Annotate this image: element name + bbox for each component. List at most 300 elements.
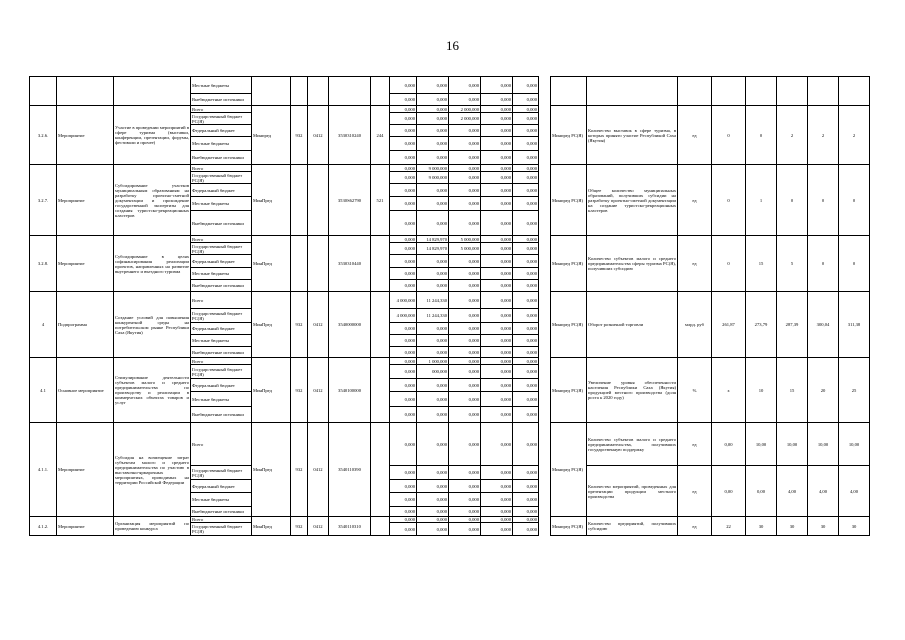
funding-source-cell: Местные бюджеты xyxy=(191,137,252,151)
amount-cell: 0,000 xyxy=(481,323,513,335)
target-article-cell xyxy=(329,77,371,106)
funding-source-cell: Федеральный бюджет xyxy=(191,480,252,493)
funding-source-cell: Внебюджетные источники xyxy=(191,211,252,236)
spacer-cell xyxy=(539,358,551,365)
amount-cell: 0,000 xyxy=(390,423,417,466)
amount-cell: 0,000 xyxy=(417,347,449,358)
amount-cell: 0,000 xyxy=(513,125,539,137)
ministry-code-cell xyxy=(291,165,308,236)
amount-cell: 0,000 xyxy=(449,335,481,347)
indicator-value-cell: 25 xyxy=(839,358,870,423)
spacer-cell xyxy=(539,466,551,480)
spacer-cell xyxy=(539,243,551,255)
amount-cell: 11 244,330 xyxy=(417,292,449,309)
indicator-value-cell: 4,00 xyxy=(808,466,839,517)
target-article-cell: 3540110310 xyxy=(329,517,371,536)
amount-cell: 0,000 xyxy=(449,507,481,517)
amount-cell: 0,000 xyxy=(481,172,513,184)
amount-cell: 0,000 xyxy=(449,184,481,197)
item-number-cell: 3.2.7. xyxy=(30,165,57,236)
unit-cell: ед xyxy=(678,165,712,236)
spacer-cell xyxy=(539,255,551,268)
indicator-value-cell: 0 xyxy=(808,165,839,236)
responsible-cell: Минпред РС(Я) xyxy=(551,106,587,165)
funding-source-cell: Внебюджетные источники xyxy=(191,280,252,292)
item-type-cell: Основное мероприятие xyxy=(57,358,114,423)
section-code-cell: 0412 xyxy=(308,517,329,536)
amount-cell: 0,000 xyxy=(417,493,449,507)
indicator-value-cell: 5 xyxy=(777,236,808,292)
amount-cell: 0,000 xyxy=(417,480,449,493)
indicator-value-cell: 0,00 xyxy=(746,466,777,517)
amount-cell: 0,000 xyxy=(449,137,481,151)
indicator-cell: Количество субъектов малого и среднего предпринимательства, получивших государственную поддержку xyxy=(587,423,678,466)
spacer-cell xyxy=(539,292,551,309)
amount-cell: 0,000 xyxy=(513,379,539,392)
indicator-cell: Увеличение уровня обеспеченности населения Республики Саха (Якутия) продукцией местного производства (доля роста к 2020 году) xyxy=(587,358,678,423)
target-article-cell: 3530S62790 xyxy=(329,165,371,236)
expense-type-cell xyxy=(371,292,390,358)
amount-cell: 0,000 xyxy=(513,493,539,507)
ministry-code-cell: 932 xyxy=(291,106,308,165)
amount-cell: 0,000 xyxy=(390,335,417,347)
responsible-cell: Минпред РС(Я) xyxy=(551,236,587,292)
expense-type-cell xyxy=(371,423,390,517)
spacer-cell xyxy=(539,211,551,236)
amount-cell: 0,000 xyxy=(481,480,513,493)
amount-cell: 0,000 xyxy=(417,523,449,536)
table-row xyxy=(30,423,870,466)
ministry-code-cell: 932 xyxy=(291,292,308,358)
amount-cell: 0,000 xyxy=(481,392,513,407)
amount-cell: 1 000,000 xyxy=(417,358,449,365)
indicator-value-cell: 4,00 xyxy=(777,466,808,517)
amount-cell: 0,000 xyxy=(417,255,449,268)
funding-source-cell: Государственный бюджет РС(Я) xyxy=(191,172,252,184)
expense-type-cell xyxy=(371,517,390,536)
ministry-code-cell xyxy=(291,236,308,292)
amount-cell: 000,000 xyxy=(417,365,449,379)
item-name-cell: Участие в проведении мероприятий в сфере туризма (выставки, конференции, презентации, форумы, фестивали и прочее) xyxy=(114,106,191,165)
page-number: 16 xyxy=(446,38,459,53)
amount-cell: 0,000 xyxy=(513,137,539,151)
amount-cell: 0,000 xyxy=(390,184,417,197)
amount-cell: 0,000 xyxy=(417,94,449,106)
indicator-value-cell: 2 xyxy=(808,106,839,165)
funding-source-cell: Внебюджетные источники xyxy=(191,507,252,517)
spacer-cell xyxy=(539,280,551,292)
amount-cell: 0,000 xyxy=(513,347,539,358)
amount-cell: 0,000 xyxy=(449,517,481,523)
indicator-value-cell: 2 xyxy=(839,106,870,165)
amount-cell: 0,000 xyxy=(417,268,449,280)
amount-cell: 0,000 xyxy=(481,77,513,94)
amount-cell: 0,000 xyxy=(481,423,513,466)
amount-cell: 0,000 xyxy=(449,151,481,165)
amount-cell: 0,000 xyxy=(513,292,539,309)
executor-cell: МинПред xyxy=(252,165,291,236)
amount-cell: 0,000 xyxy=(449,211,481,236)
spacer-cell xyxy=(539,268,551,280)
indicator-cell xyxy=(587,77,678,106)
amount-cell: 9 000,000 xyxy=(417,165,449,172)
table-row xyxy=(30,358,870,365)
amount-cell: 0,000 xyxy=(390,113,417,125)
ministry-code-cell: 932 xyxy=(291,423,308,517)
spacer-cell xyxy=(539,165,551,172)
amount-cell: 0,000 xyxy=(417,507,449,517)
indicator-value-cell: 15 xyxy=(746,236,777,292)
amount-cell: 0,000 xyxy=(513,358,539,365)
executor-cell: МинПред xyxy=(252,358,291,423)
expense-type-cell: 521 xyxy=(371,165,390,236)
item-number-cell: 4 xyxy=(30,292,57,358)
funding-source-cell: Федеральный бюджет xyxy=(191,379,252,392)
spacer-cell xyxy=(539,392,551,407)
amount-cell: 2 000,000 xyxy=(449,106,481,113)
amount-cell: 14 829,970 xyxy=(417,243,449,255)
amount-cell: 0,000 xyxy=(390,125,417,137)
amount-cell: 0,000 xyxy=(417,197,449,211)
amount-cell: 0,000 xyxy=(390,392,417,407)
amount-cell: 0,000 xyxy=(513,211,539,236)
spacer-cell xyxy=(539,172,551,184)
item-number-cell: 4.1.2. xyxy=(30,517,57,536)
spacer-cell xyxy=(539,94,551,106)
amount-cell: 0,000 xyxy=(449,466,481,480)
amount-cell: 0,000 xyxy=(481,113,513,125)
indicator-value-cell: 0 xyxy=(808,236,839,292)
spacer-cell xyxy=(539,137,551,151)
amount-cell: 0,000 xyxy=(449,365,481,379)
amount-cell: 0,000 xyxy=(513,507,539,517)
item-type-cell: Мероприятие xyxy=(57,236,114,292)
indicator-value-cell: 0 xyxy=(712,106,746,165)
amount-cell: 0,000 xyxy=(390,243,417,255)
amount-cell: 0,000 xyxy=(513,77,539,94)
indicator-value-cell: 15 xyxy=(777,358,808,423)
item-type-cell: Мероприятие xyxy=(57,517,114,536)
amount-cell: 0,000 xyxy=(481,197,513,211)
responsible-cell: Минпред РС(Я) xyxy=(551,292,587,358)
table-row xyxy=(30,106,870,113)
expense-type-cell xyxy=(371,236,390,292)
amount-cell: 0,000 xyxy=(417,323,449,335)
amount-cell: 0,000 xyxy=(449,480,481,493)
indicator-value-cell xyxy=(777,77,808,106)
table-row xyxy=(30,77,870,94)
amount-cell: 0,000 xyxy=(513,335,539,347)
amount-cell: 0,000 xyxy=(481,236,513,243)
item-name-cell: Субсидирование в целях софинансирования реализации проектов, направленных на развитие внутреннего и въездного туризма xyxy=(114,236,191,292)
amount-cell: 0,000 xyxy=(390,517,417,523)
amount-cell: 0,000 xyxy=(449,407,481,423)
table-row xyxy=(30,165,870,172)
indicator-cell: Количество мероприятий, проведенных для презентации продукции местного производства xyxy=(587,466,678,517)
item-name-cell: Субсидирование участков муниципальным образованиям на разработку проектно-сметной документации и прохождение государственной экспертизы для создания туристско-рекреационных кластеров xyxy=(114,165,191,236)
responsible-cell xyxy=(551,77,587,106)
amount-cell: 0,000 xyxy=(513,106,539,113)
amount-cell: 2 000,000 xyxy=(449,113,481,125)
item-type-cell: Мероприятие xyxy=(57,106,114,165)
funding-source-cell: Всего xyxy=(191,106,252,113)
amount-cell: 0,000 xyxy=(390,94,417,106)
unit-cell: ед xyxy=(678,517,712,536)
item-number-cell xyxy=(30,77,57,106)
item-number-cell: 3.2.8. xyxy=(30,236,57,292)
amount-cell: 0,000 xyxy=(390,236,417,243)
indicator-value-cell: 273,79 xyxy=(746,292,777,358)
section-code-cell: 0412 xyxy=(308,106,329,165)
amount-cell: 0,000 xyxy=(390,77,417,94)
amount-cell: 0,000 xyxy=(417,280,449,292)
unit-cell: ед xyxy=(678,423,712,466)
funding-source-cell: Всего xyxy=(191,236,252,243)
amount-cell: 0,000 xyxy=(449,292,481,309)
target-article-cell: 3540000000 xyxy=(329,292,371,358)
amount-cell: 0,000 xyxy=(390,268,417,280)
funding-source-cell: Государственный бюджет РС(Я) xyxy=(191,243,252,255)
item-number-cell: 4.1 xyxy=(30,358,57,423)
indicator-value-cell: 311,38 xyxy=(839,292,870,358)
spacer-cell xyxy=(539,125,551,137)
amount-cell: 14 829,970 xyxy=(417,236,449,243)
spacer-cell xyxy=(539,77,551,94)
indicator-value-cell: 10,00 xyxy=(839,423,870,466)
indicator-value-cell: 261,87 xyxy=(712,292,746,358)
amount-cell: 0,000 xyxy=(481,493,513,507)
item-type-cell xyxy=(57,77,114,106)
amount-cell: 0,000 xyxy=(390,255,417,268)
indicator-value-cell: 30 xyxy=(777,517,808,536)
amount-cell: 0,000 xyxy=(513,172,539,184)
responsible-cell: Минпред РС(Я) xyxy=(551,423,587,517)
unit-cell: ед xyxy=(678,236,712,292)
spacer-cell xyxy=(539,365,551,379)
funding-source-cell: Местные бюджеты xyxy=(191,268,252,280)
amount-cell: 0,000 xyxy=(481,255,513,268)
amount-cell: 0,000 xyxy=(417,77,449,94)
amount-cell: 5 000,000 xyxy=(449,236,481,243)
amount-cell: 0,000 xyxy=(390,379,417,392)
spacer-cell xyxy=(539,407,551,423)
section-code-cell: 0412 xyxy=(308,423,329,517)
indicator-value-cell: 10,00 xyxy=(777,423,808,466)
spacer-cell xyxy=(539,347,551,358)
funding-source-cell: Внебюджетные источники xyxy=(191,347,252,358)
amount-cell: 0,000 xyxy=(417,113,449,125)
table-row xyxy=(30,292,870,309)
item-type-cell: Подпрограмма xyxy=(57,292,114,358)
spacer-cell xyxy=(539,151,551,165)
amount-cell: 0,000 xyxy=(417,184,449,197)
funding-source-cell: Всего xyxy=(191,517,252,523)
amount-cell: 0,000 xyxy=(417,379,449,392)
item-type-cell: Мероприятие xyxy=(57,423,114,517)
indicator-cell: Количество субъектов малого и среднего предпринимательства сферы туризма РС(Я), получивших субсидию xyxy=(587,236,678,292)
section-code-cell: 0412 xyxy=(308,292,329,358)
indicator-value-cell: 30 xyxy=(808,517,839,536)
amount-cell: 0,000 xyxy=(449,323,481,335)
indicator-value-cell: 0 xyxy=(839,236,870,292)
amount-cell: 0,000 xyxy=(390,407,417,423)
responsible-cell: Минпред РС(Я) xyxy=(551,358,587,423)
amount-cell: 0,000 xyxy=(513,165,539,172)
amount-cell: 0,000 xyxy=(417,106,449,113)
unit-cell xyxy=(678,77,712,106)
amount-cell: 0,000 xyxy=(390,358,417,365)
target-article-cell: 3540100000 xyxy=(329,358,371,423)
amount-cell: 0,000 xyxy=(513,197,539,211)
amount-cell: 0,000 xyxy=(481,365,513,379)
indicator-value-cell: 0,00 xyxy=(712,466,746,517)
amount-cell: 0,000 xyxy=(481,517,513,523)
indicator-value-cell: 10,00 xyxy=(746,423,777,466)
target-article-cell: 3540110390 xyxy=(329,423,371,517)
amount-cell: 0,000 xyxy=(481,94,513,106)
funding-source-cell: Внебюджетные источники xyxy=(191,407,252,423)
amount-cell: 0,000 xyxy=(390,106,417,113)
indicator-value-cell: 0 xyxy=(746,106,777,165)
amount-cell: 0,000 xyxy=(449,523,481,536)
amount-cell: 0,000 xyxy=(449,493,481,507)
section-code-cell: 0412 xyxy=(308,358,329,423)
spacer-cell xyxy=(539,507,551,517)
indicator-value-cell: 287,39 xyxy=(777,292,808,358)
spacer-cell xyxy=(539,236,551,243)
target-article-cell: 3530310240 xyxy=(329,106,371,165)
spacer-cell xyxy=(539,106,551,113)
funding-source-cell: Государственный бюджет РС(Я) xyxy=(191,309,252,323)
indicator-value-cell: 30 xyxy=(839,517,870,536)
indicator-value-cell: 10,00 xyxy=(808,423,839,466)
spacer-cell xyxy=(539,423,551,466)
item-number-cell: 3.2.6. xyxy=(30,106,57,165)
funding-source-cell: Федеральный бюджет xyxy=(191,184,252,197)
amount-cell: 11 244,330 xyxy=(417,309,449,323)
amount-cell: 0,000 xyxy=(449,358,481,365)
section-code-cell xyxy=(308,236,329,292)
unit-cell: % xyxy=(678,358,712,423)
amount-cell: 0,000 xyxy=(417,407,449,423)
amount-cell: 0,000 xyxy=(481,151,513,165)
amount-cell: 0,000 xyxy=(513,365,539,379)
amount-cell: 0,000 xyxy=(513,113,539,125)
amount-cell: 0,000 xyxy=(513,243,539,255)
amount-cell: 0,000 xyxy=(449,94,481,106)
amount-cell: 0,000 xyxy=(417,392,449,407)
amount-cell: 0,000 xyxy=(481,211,513,236)
amount-cell: 0,000 xyxy=(513,255,539,268)
target-article-cell: 3530310440 xyxy=(329,236,371,292)
spacer-cell xyxy=(539,480,551,493)
amount-cell: 0,000 xyxy=(417,517,449,523)
amount-cell: 0,000 xyxy=(390,165,417,172)
amount-cell: 0,000 xyxy=(513,268,539,280)
program-table xyxy=(29,76,870,536)
indicator-value-cell: 300,04 xyxy=(808,292,839,358)
amount-cell: 0,000 xyxy=(513,184,539,197)
spacer-cell xyxy=(539,184,551,197)
amount-cell: 0,000 xyxy=(449,255,481,268)
indicator-cell: Общее количество муниципальных образований, получивших субсидии на разработку проектно-сметной документации на создание туристско-рекреационных кластеров xyxy=(587,165,678,236)
executor-cell: МинПред xyxy=(252,236,291,292)
indicator-value-cell: 10 xyxy=(746,358,777,423)
funding-source-cell: Всего xyxy=(191,358,252,365)
amount-cell: 4 000,000 xyxy=(390,292,417,309)
amount-cell: 0,000 xyxy=(390,211,417,236)
indicator-cell: Количество предприятий, получивших субсидию xyxy=(587,517,678,536)
amount-cell: 0,000 xyxy=(417,151,449,165)
funding-source-cell: Внебюджетные источники xyxy=(191,151,252,165)
amount-cell: 0,000 xyxy=(449,379,481,392)
indicator-value-cell xyxy=(712,77,746,106)
amount-cell: 0,000 xyxy=(513,280,539,292)
executor-cell: МинПред xyxy=(252,292,291,358)
amount-cell: 0,000 xyxy=(481,292,513,309)
indicator-value-cell: 0 xyxy=(712,236,746,292)
amount-cell: 0,000 xyxy=(513,94,539,106)
amount-cell: 0,000 xyxy=(513,480,539,493)
amount-cell: 0,000 xyxy=(481,407,513,423)
amount-cell: 0,000 xyxy=(449,423,481,466)
expense-type-cell xyxy=(371,358,390,423)
amount-cell: 0,000 xyxy=(417,335,449,347)
spacer-cell xyxy=(539,197,551,211)
indicator-cell: Оборот розничной торговли xyxy=(587,292,678,358)
amount-cell: 0,000 xyxy=(481,125,513,137)
spacer-cell xyxy=(539,309,551,323)
amount-cell: 0,000 xyxy=(513,309,539,323)
funding-source-cell: Местные бюджеты xyxy=(191,493,252,507)
amount-cell: 0,000 xyxy=(449,347,481,358)
funding-source-cell: Местные бюджеты xyxy=(191,335,252,347)
indicator-cell: Количество выставок в сфере туризма, в которых принято участие Республикой Саха (Якутия) xyxy=(587,106,678,165)
funding-source-cell: Всего xyxy=(191,165,252,172)
funding-source-cell: Федеральный бюджет xyxy=(191,125,252,137)
indicator-value-cell: 4,00 xyxy=(839,466,870,517)
funding-source-cell: Государственный бюджет РС(Я) xyxy=(191,466,252,480)
amount-cell: 0,000 xyxy=(390,280,417,292)
funding-source-cell: Федеральный бюджет xyxy=(191,323,252,335)
amount-cell: 0,000 xyxy=(481,184,513,197)
amount-cell: 0,000 xyxy=(390,197,417,211)
item-name-cell xyxy=(114,77,191,106)
amount-cell: 0,000 xyxy=(513,517,539,523)
responsible-cell: Минпред РС(Я) xyxy=(551,517,587,536)
amount-cell: 0,000 xyxy=(513,151,539,165)
amount-cell: 0,000 xyxy=(481,358,513,365)
amount-cell: 0,000 xyxy=(481,523,513,536)
indicator-value-cell: 1 xyxy=(746,165,777,236)
funding-source-cell: Всего xyxy=(191,292,252,309)
item-name-cell: Субсидия на возмещение затрат субъектам малого и среднего предпринимательства по участию в выставочно-ярмарочных мероприятиях, проводимых на территории Российской Федерации xyxy=(114,423,191,517)
indicator-value-cell xyxy=(808,77,839,106)
amount-cell: 0,000 xyxy=(449,197,481,211)
amount-cell: 0,000 xyxy=(449,125,481,137)
section-code-cell xyxy=(308,77,329,106)
item-type-cell: Мероприятие xyxy=(57,165,114,236)
section-code-cell xyxy=(308,165,329,236)
amount-cell: 0,000 xyxy=(390,493,417,507)
executor-cell: МинПред xyxy=(252,517,291,536)
amount-cell: 0,000 xyxy=(481,280,513,292)
amount-cell: 0,000 xyxy=(513,523,539,536)
amount-cell: 5 000,000 xyxy=(449,243,481,255)
amount-cell: 0,000 xyxy=(449,77,481,94)
amount-cell: 0,000 xyxy=(417,211,449,236)
amount-cell: 0,000 xyxy=(417,137,449,151)
